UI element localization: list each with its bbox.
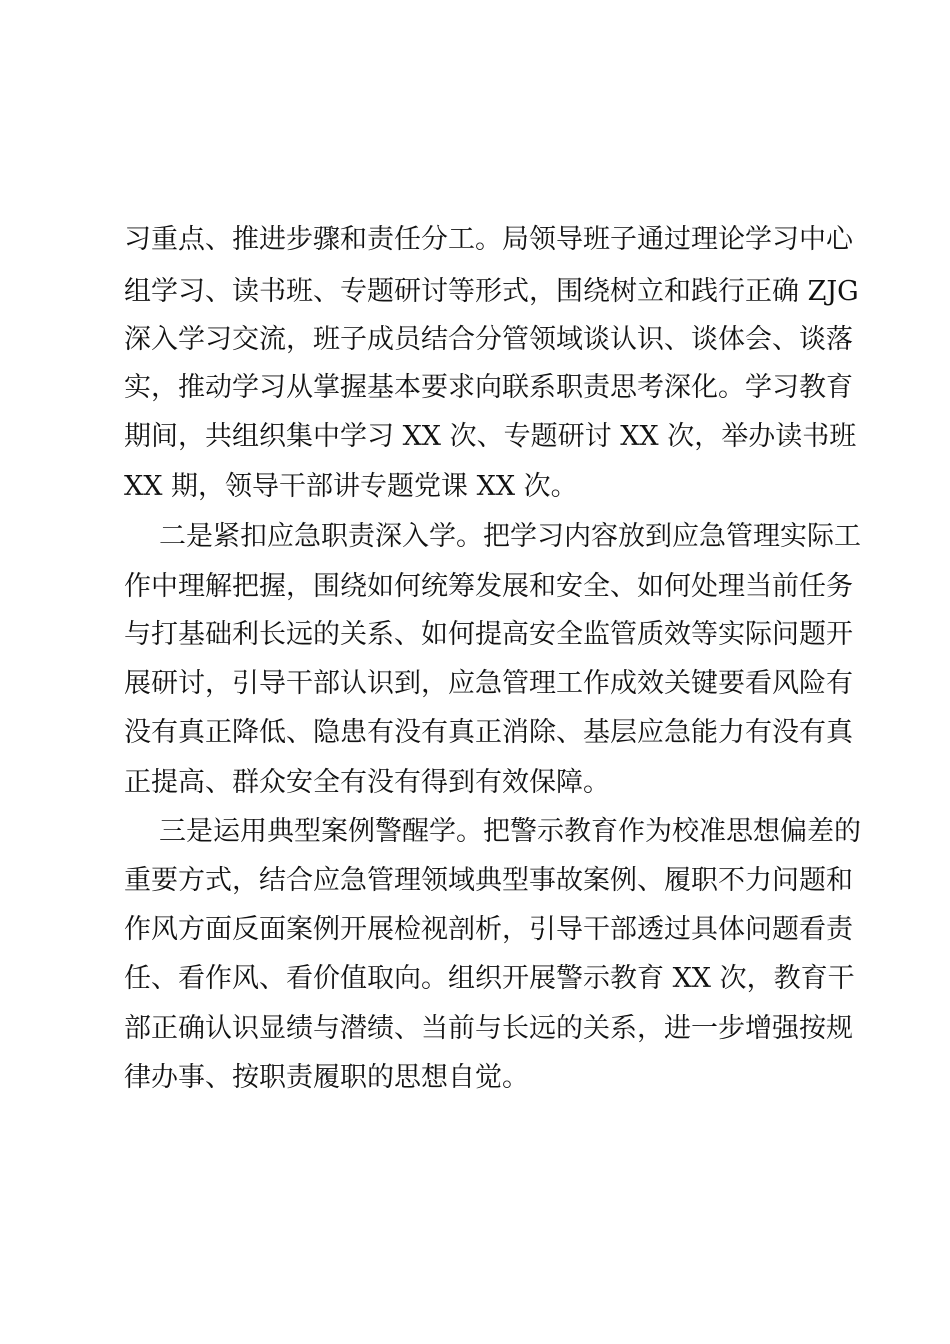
paragraph-1-line-1: 习重点、推进步骤和责任分工。局领导班子通过理论学习中心 xyxy=(124,224,853,255)
paragraph-2-line-6: 正提高、群众安全有没有得到有效保障。 xyxy=(124,767,610,798)
paragraph-1-line-2: 组学习、读书班、专题研讨等形式，围绕树立和践行正确 ZJG xyxy=(124,276,859,307)
paragraph-1-line-4: 实，推动学习从掌握基本要求向联系职责思考深化。学习教育 xyxy=(124,372,853,403)
paragraph-2-line-3: 与打基础利长远的关系、如何提高安全监管质效等实际问题开 xyxy=(124,619,853,650)
paragraph-3-line-4: 任、看作风、看价值取向。组织开展警示教育 XX 次，教育干 xyxy=(124,963,855,994)
paragraph-3-line-3: 作风方面反面案例开展检视剖析，引导干部透过具体问题看责 xyxy=(124,914,853,945)
paragraph-1-line-5: 期间，共组织集中学习 XX 次、专题研讨 XX 次，举办读书班 xyxy=(124,421,857,452)
paragraph-3-line-6: 律办事、按职责履职的思想自觉。 xyxy=(124,1062,529,1093)
paragraph-3-line-2: 重要方式，结合应急管理领域典型事故案例、履职不力问题和 xyxy=(124,865,853,896)
paragraph-3-line-5: 部正确认识显绩与潜绩、当前与长远的关系，进一步增强按规 xyxy=(124,1013,853,1044)
paragraph-1-line-3: 深入学习交流，班子成员结合分管领域谈认识、谈体会、谈落 xyxy=(124,324,853,355)
paragraph-2-line-1: 二是紧扣应急职责深入学。把学习内容放到应急管理实际工 xyxy=(159,521,861,552)
paragraph-1-line-6: XX 期，领导干部讲专题党课 XX 次。 xyxy=(124,471,578,502)
paragraph-2-line-5: 没有真正降低、隐患有没有真正消除、基层应急能力有没有真 xyxy=(124,717,853,748)
paragraph-2-line-4: 展研讨，引导干部认识到，应急管理工作成效关键要看风险有 xyxy=(124,668,853,699)
paragraph-3-line-1: 三是运用典型案例警醒学。把警示教育作为校准思想偏差的 xyxy=(159,816,861,847)
paragraph-2-line-2: 作中理解把握，围绕如何统筹发展和安全、如何处理当前任务 xyxy=(124,571,853,602)
